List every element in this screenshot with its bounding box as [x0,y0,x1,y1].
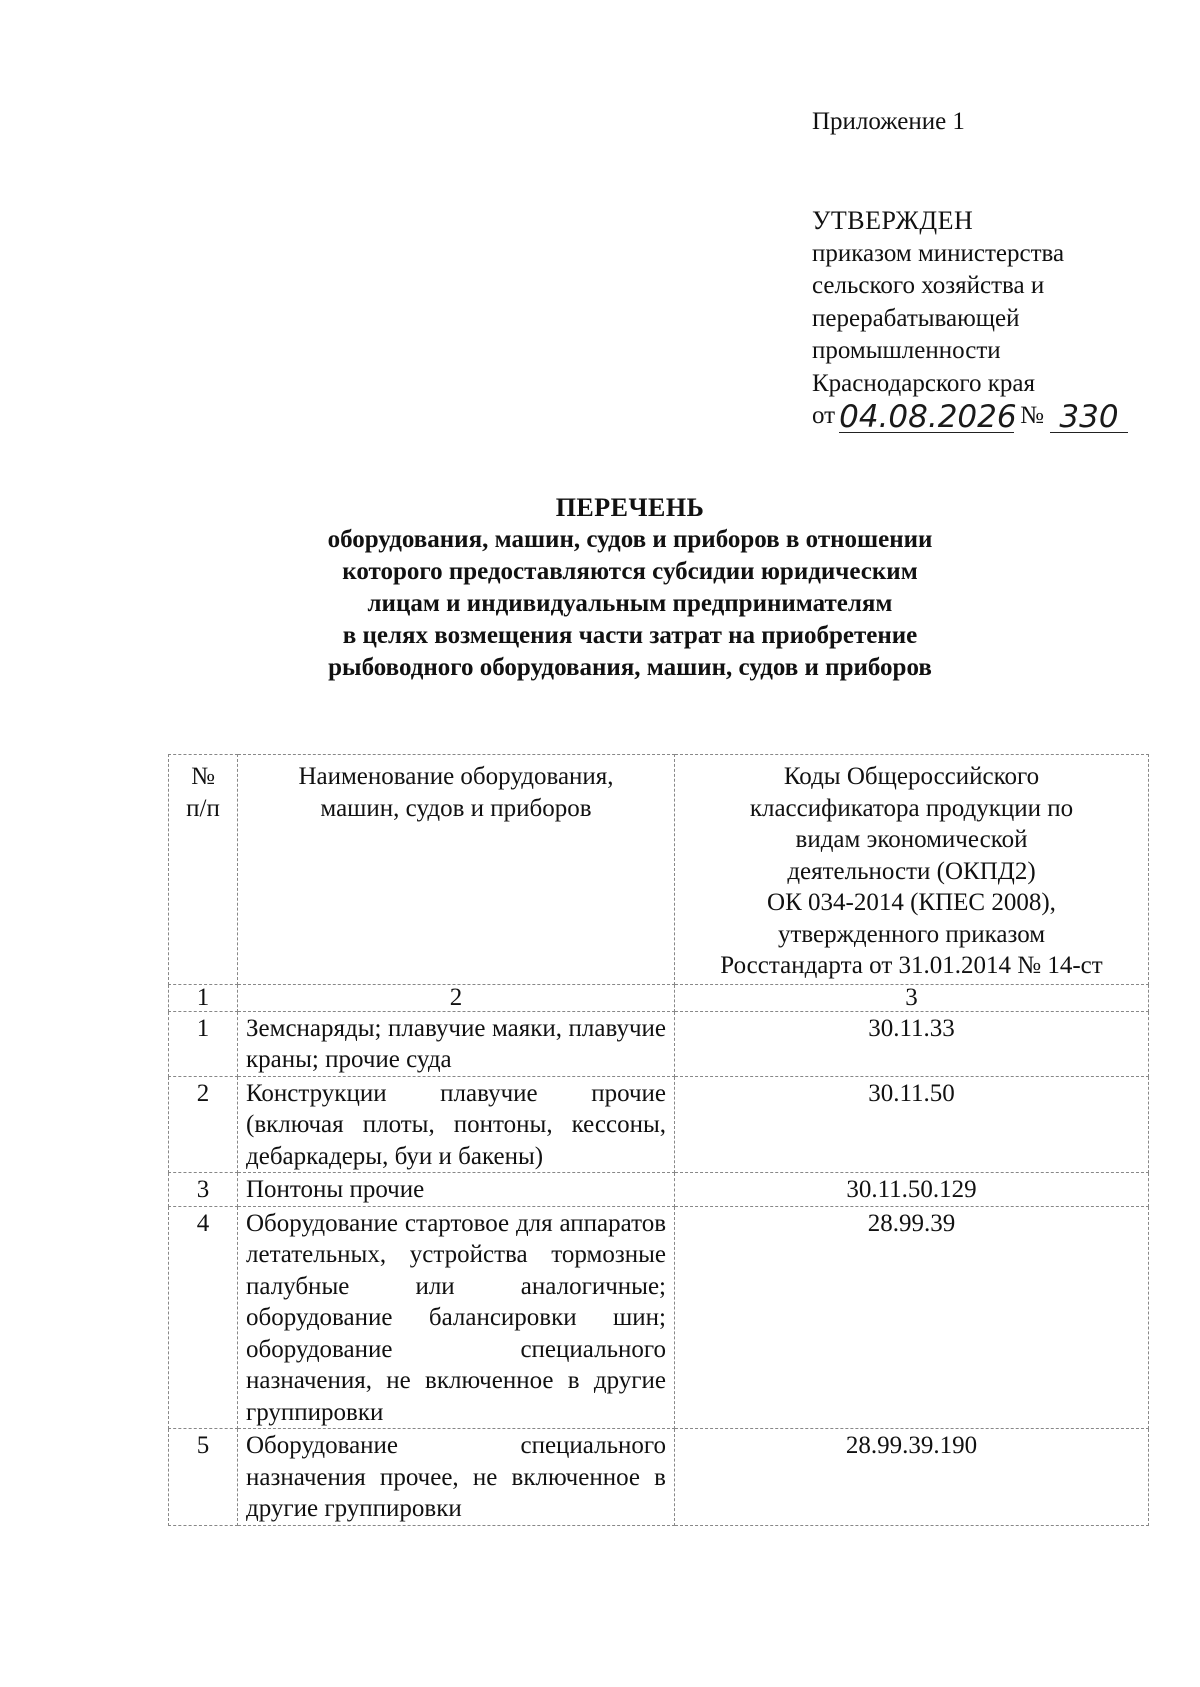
approval-stamp [812,205,1128,433]
header-code-line: ОК 034-2014 (КПЕС 2008), [767,889,1056,916]
approval-line: промышленности [812,337,1001,364]
header-code-line: Росстандарта от 31.01.2014 № 14-ст [720,952,1103,979]
column-number: 1 [169,984,238,1011]
row-num: 3 [169,1173,238,1207]
number-sign: № [1020,402,1044,429]
title-line: в целях возмещения части затрат на приобретение [342,622,918,649]
approval-line: Краснодарского края [812,369,1035,397]
equipment-table [168,754,1149,1526]
row-num: 4 [169,1206,238,1429]
header-name [238,755,675,985]
row-code: 30.11.50 [675,1076,1149,1173]
row-name: Конструкции плавучие прочие (включая плоты, понтоны, кессоны, дебаркадеры, буи и бакены) [238,1076,675,1173]
title-line: рыбоводного оборудования, машин, судов и приборов [328,654,932,681]
table-row [169,1429,1149,1526]
row-num: 5 [169,1429,238,1526]
row-code: 30.11.33 [675,1011,1149,1076]
title-line: оборудования, машин, судов и приборов в отношении [327,526,933,553]
date-prefix: от [812,402,836,429]
header-code-line: утвержденного приказом [777,920,1046,948]
header-num [169,755,238,985]
header-num-line: № [191,763,215,790]
column-number-row [169,984,1149,1011]
handwritten-number: 330 [1050,402,1128,433]
column-number: 3 [675,984,1149,1011]
appendix-label: Приложение 1 [812,108,965,135]
row-code: 30.11.50.129 [675,1173,1149,1207]
title-line: которого предоставляются субсидии юридическим [342,558,918,585]
header-code-line: Коды Общероссийского [783,763,1040,790]
approval-heading: УТВЕРЖДЕН [812,206,974,235]
table-row [169,1076,1149,1173]
title-main: ПЕРЕЧЕНЬ [555,493,705,522]
row-code: 28.99.39.190 [675,1429,1149,1526]
approval-line: сельского хозяйства и [812,272,1045,299]
column-number: 2 [238,984,675,1011]
approval-line: перерабатывающей [812,304,1020,332]
row-name: Понтоны прочие [238,1173,675,1207]
header-code-line: деятельности (ОКПД2) [787,857,1036,885]
header-code-line: видам экономической [795,826,1028,853]
table-header-row [169,755,1149,985]
row-num: 1 [169,1011,238,1076]
header-code [675,755,1149,985]
header-code-line: классификатора продукции по [749,794,1074,822]
approval-date-row [812,400,1128,433]
row-name: Оборудование специального назначения прочее, не включенное в другие группировки [238,1429,675,1526]
header-name-line: Наименование оборудования, [298,763,614,790]
handwritten-date: 04.08.2026 [839,398,1017,435]
row-num: 2 [169,1076,238,1173]
header-name-line: машин, судов и приборов [320,794,592,822]
row-name: Оборудование стартовое для аппаратов летательных, устройства тормозные палубные или аналогичные; оборудование балансировки шин; оборудование специального назначения, не включенное в другие группировки [238,1206,675,1429]
approval-line: приказом министерства [812,239,1065,267]
title-line: лицам и индивидуальным предпринимателям [367,590,893,617]
document-title [240,492,1020,684]
table-row [169,1173,1149,1207]
row-code: 28.99.39 [675,1206,1149,1429]
header-num-line: п/п [186,794,220,822]
row-name: Земснаряды; плавучие маяки, плавучие краны; прочие суда [238,1011,675,1076]
table-row [169,1011,1149,1076]
table-row [169,1206,1149,1429]
